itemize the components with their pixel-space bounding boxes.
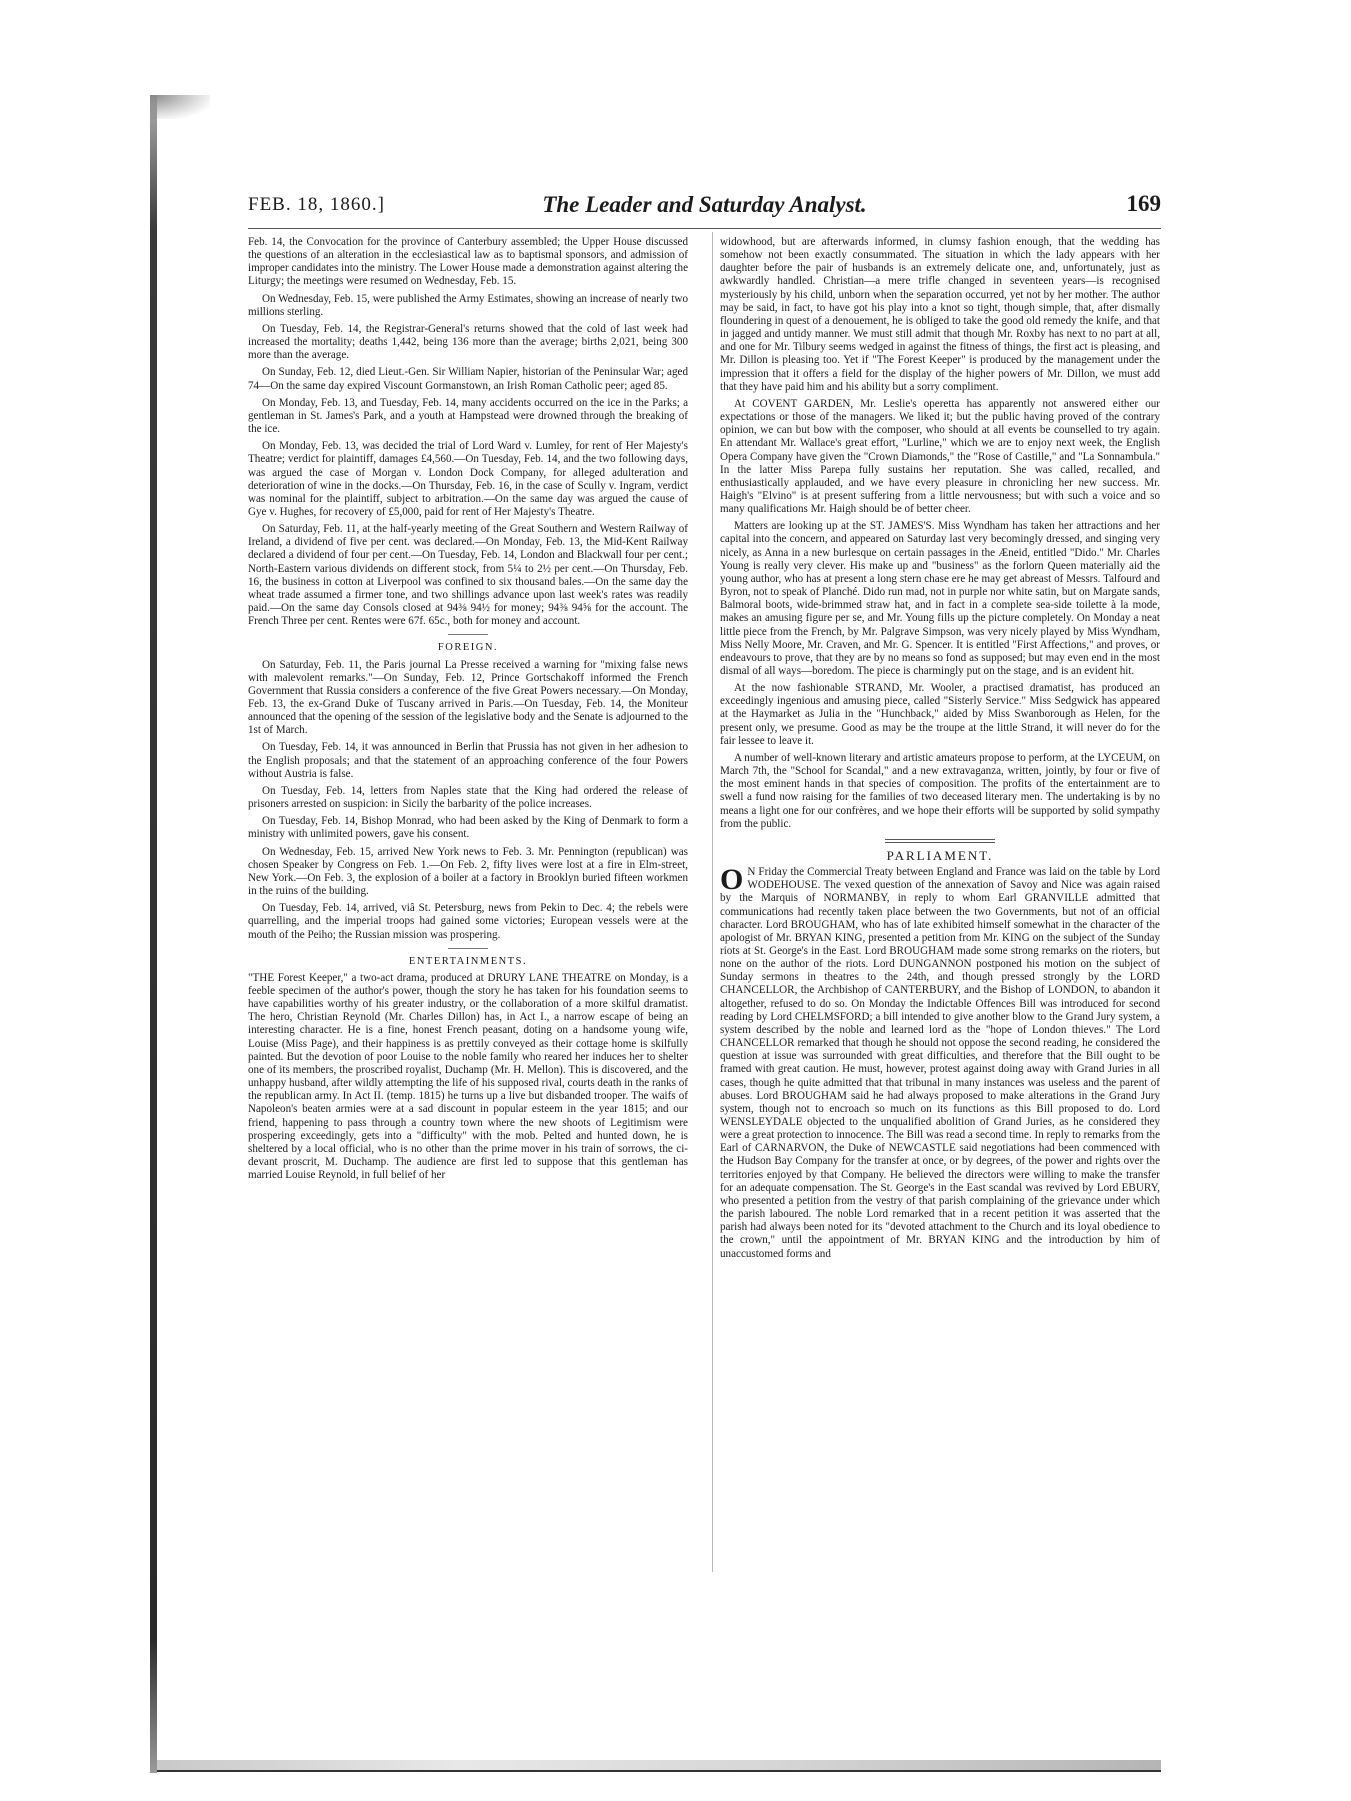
- right-column: [720, 236, 1160, 1265]
- binding-edge-shadow: [150, 95, 157, 1773]
- entertainments-paragraph: At COVENT GARDEN, Mr. Leslie's operetta has apparently not answered either our expectations or those of the managers. We liked it; but the public having proved of the contrary opinion, we can but bow with the composer, who should at all events be counselled to try again. En attendant Mr. Wallace's great effort, "Lurline," which we are to enjoy next week, the English Opera Company have given the "Crown Diamonds," the "Rose of Castille," and "La Sonnambula." In the latter Miss Parepa fully sustains her reputation. She was called, recalled, and enthusiastically applauded, and we have every pleasure in chronicling her new success. Mr. Haigh's "Elvino" is at present suffering from a little nervousness; but with such a voice and so many qualifications Mr. Haigh should be of better cheer.: [720, 397, 1160, 516]
- parliament-heading: PARLIAMENT.: [886, 847, 994, 863]
- news-paragraph: On Saturday, Feb. 11, at the half-yearly meeting of the Great Southern and Western Railway of Ireland, a dividend of five per cent. was declared.—On Monday, Feb. 13, the Mid-Kent Railway declared a dividend of four per cent.—On Tuesday, Feb. 14, London and Blackwall four per cent.; North-Eastern various dividends on different stock, from 5¼ to 2½ per cent.—On Thursday, Feb. 16, the business in cotton at Liverpool was confined to six thousand bales.—On the same day the wheat trade assumed a firmer tone, and two shillings advance upon last week's rates was readily paid.—On the same day Consols closed at 94⅜ 94½ for money; 94⅜ 94⅝ for the account. The French Three per cent. Rentes were 67f. 65c., both for money and account.: [248, 523, 688, 628]
- entertainments-paragraph: Matters are looking up at the ST. JAMES'S. Miss Wyndham has taken her attractions and her capital into the concern, and appeared on Saturday last very becomingly dressed, and singing very nicely, as Anna in a new burlesque on certain passages in the Æneid, entitled "Dido." Mr. Charles Young is really very clever. His make up and "business" as the forlorn Queen materially aid the young author, who has at present a long stern chase ere he may get abreast of Messrs. Talfourd and Byron, not to speak of Planché. Dido run mad, not in purple nor white satin, but on Margate sands, Balmoral boots, wide-brimmed straw hat, and in fact in a complete sea-side toilette à la mode, makes an amusing figure per se, and Mr. Young fills up the picture completely. On Monday a neat little piece from the French, by Mr. Palgrave Simpson, was very nicely played by Miss Wyndham, Miss Nelly Moore, Mr. Craven, and Mr. G. Spencer. It is entitled "First Affections," and proves, or endeavours to prove, that they are by no means so fond as supposed; but may even end in the most dismal of all ways—boredom. The piece is charmingly put on the stage, and is an evident hit.: [720, 520, 1160, 677]
- news-paragraph: On Wednesday, Feb. 15, were published the Army Estimates, showing an increase of nearly two millions sterling.: [248, 292, 688, 318]
- publication-title: The Leader and Saturday Analyst.: [542, 192, 867, 217]
- header-rule: [248, 228, 1161, 229]
- page-number: 169: [1126, 191, 1161, 216]
- news-paragraph: On Monday, Feb. 13, was decided the trial of Lord Ward v. Lumley, for rent of Her Majesty's Theatre; verdict for plaintiff, damages £4,560.—On Tuesday, Feb. 14, and the two following days, was argued the case of Morgan v. London Dock Company, for alleged adulteration and deterioration of wine in the docks.—On Thursday, Feb. 16, in the case of Scully v. Ingram, verdict was nominal for the plaintiff, subject to arbitration.—On the same day was argued the cause of Gye v. Hughes, for recovery of £5,000, paid for rent of Her Majesty's Theatre.: [248, 440, 688, 518]
- drop-cap: O: [720, 863, 744, 897]
- news-paragraph: On Sunday, Feb. 12, died Lieut.-Gen. Sir William Napier, historian of the Peninsular War; aged 74—On the same day expired Viscount Gormanstown, an Irish Roman Catholic peer; aged 85.: [248, 366, 688, 392]
- foreign-paragraph: On Tuesday, Feb. 14, Bishop Monrad, who had been asked by the King of Denmark to form a ministry with unlimited powers, gave his consent.: [248, 815, 688, 841]
- column-divider: [712, 232, 713, 1572]
- header-date: FEB. 18, 1860.]: [248, 194, 385, 215]
- news-paragraph: On Monday, Feb. 13, and Tuesday, Feb. 14, many accidents occurred on the ice in the Parks; a gentleman in St. James's Park, and a youth at Hampstead were drowned through the breaking of the ice.: [248, 396, 688, 436]
- foreign-paragraph: On Saturday, Feb. 11, the Paris journal La Presse received a warning for "mixing false news with malevolent remarks."—On Sunday, Feb. 12, Prince Gortschakoff informed the French Government that Russia considers a conference of the five Great Powers necessary.—On Monday, Feb. 13, the ex-Grand Duke of Tuscany arrived in Paris.—On Tuesday, Feb. 14, the Moniteur announced that the opening of the session of the legislative body and the Senate is adjourned to the 1st of March.: [248, 658, 688, 737]
- foreign-heading: FOREIGN.: [437, 642, 499, 654]
- section-rule: [448, 634, 488, 635]
- parliament-paragraph: [720, 863, 1160, 1261]
- bottom-rule: [157, 1770, 1161, 1772]
- section-rule: [448, 948, 488, 949]
- left-column: [248, 236, 688, 1186]
- section-double-rule: [885, 839, 995, 843]
- page-header: [248, 191, 1161, 224]
- foreign-paragraph: On Wednesday, Feb. 15, arrived New York news to Feb. 3. Mr. Pennington (republican) was chosen Speaker by Congress on Feb. 1.—On Feb. 2, fifty lives were lost at a fire in Elm-street, New York.—On Feb. 3, the explosion of a boiler at a factory in Brooklyn buried fifteen workmen in the ruins of the building.: [248, 845, 688, 898]
- foreign-paragraph: On Tuesday, Feb. 14, letters from Naples state that the King had ordered the release of prisoners arrested on suspicion: in Sicily the barbarity of the police increases.: [248, 784, 688, 811]
- entertainments-paragraph: widowhood, but are afterwards informed, in clumsy fashion enough, that the wedding has somehow not been exactly consummated. The situation in which the lady appears with her daughter before the pair of husbands is an extremely delicate one, and, unfortunately, just as awkwardly handled. Christian—a mere trifle changed in seventeen years—is recognised mysteriously by his child, unborn when the separation occurred, yet not by her mother. The author may be said, in fact, to have got his play into a knot so tight, though simple, that, after dismally floundering in quest of a denouement, he is obliged to take the good old remedy the knife, and that in jagged and untidy manner. We must still admit that though Mr. Roxby has next to no part at all, and one for Mr. Tilbury seems wedged in against the fitness of things, the first act is pleasing, and Mr. Dillon is pleasing too. Yet if "The Forest Keeper" is produced by the management under the impression that it offers a field for the display of the higher powers of Mr. Dillon, we must add that they have paid him and his ability but a sorry compliment.: [720, 236, 1160, 393]
- entertainments-paragraph: "THE Forest Keeper," a two-act drama, produced at DRURY LANE THEATRE on Monday, is a feeble specimen of the author's power, though the story he has taken for his foundation seems to have capabilities worthy of his greater industry, or the collaboration of a more skilful dramatist. The hero, Christian Reynold (Mr. Charles Dillon) has, in Act I., a narrow escape of being an interesting character. He is a fine, honest French peasant, doting on a handsome young wife, Louise (Miss Page), and their happiness is as prettily conveyed as their cottage home is skilfully painted. But the devotion of poor Louise to the noble family who reared her induces her to shelter one of its members, the proscribed royalist, Duchamp (Mr. H. Mellon). This is discovered, and the unhappy husband, after wildly attempting the life of his supposed rival, courts death in the ranks of the republican army. In Act II. (temp. 1815) he turns up a live but disbanded trooper. The waifs of Napoleon's beaten armies were at a sad discount in popular esteem in the year 1815; and our friend, happening to pass through a country town where the new shoots of Legitimism were prospering exceedingly, gets into a "difficulty" with the mob. Pelted and hunted down, he is sheltered by a local official, who is no other than the prime mover in his train of sorrows, the ci-devant proscrit, M. Duchamp. The audience are first led to suppose that this gentleman has married Louise Reynold, in full belief of her: [248, 971, 688, 1182]
- entertainments-paragraph: A number of well-known literary and artistic amateurs propose to perform, at the LYCEUM, on March 7th, the "School for Scandal," and a new extravaganza, written, jointly, by four or five of the most eminent hands in that species of composition. The profits of the entertainment are to swell a fund now raising for the families of two deceased literary men. The undertaking is by no means a light one for our confrères, and we hope their efforts will be supported by solid sympathy from the public.: [720, 751, 1160, 830]
- parliament-text: N Friday the Commercial Treaty between England and France was laid on the table by Lord WODEHOUSE. The vexed question of the annexation of Savoy and Nice was again raised by the Marquis of NORMANBY, in reply to whom Earl GRANVILLE admitted that communications had recently taken place between the two Governments, but not of an official character. Lord BROUGHAM, who has of late exhibited himself somewhat in the character of the apologist of Mr. BRYAN KING, presented a petition from Mr. KING on the subject of the Sunday riots at St. George's in the East. Lord BROUGHAM made some strong remarks on the rioters, but none on the author of the riots. Lord DUNGANNON postponed his motion on the subject of Sunday sermons in theatres to the 24th, and though pressed strongly by the LORD CHANCELLOR, the Archbishop of CANTERBURY, and the Bishop of LONDON, to abandon it altogether, refused to do so. On Monday the Indictable Offences Bill was introduced for second reading by Lord CHELMSFORD; a bill intended to give another blow to the Grand Jury system, a system described by the noble and learned lord as the "hope of London thieves." The Lord CHANCELLOR remarked that though he should not oppose the second reading, he considered the question at issue was surrounded with great difficulties, and therefore that the Bill ought to be framed with great caution. He must, however, protest against doing away with Grand Juries in all cases, though he quite admitted that that tribunal in many instances was useless and the parent of abuses. Lord BROUGHAM said he had always proposed to make alterations in the Grand Jury system, though not to encroach so much on its functions as this Bill proposed to do. Lord WENSLEYDALE objected to the unqualified abolition of Grand Juries, as he considered they were a great protection to innocence. The Bill was read a second time. In reply to remarks from the Earl of CARNARVON, the Duke of NEWCASTLE said negotiations had been commenced with the Hudson Bay Company for the transfer at once, or by degrees, of the power and rights over the territories enjoyed by that Company. He believed the directors were willing to make the transfer for an adequate compensation. The St. George's in the East scandal was revived by Lord EBURY, who presented a petition from the vestry of that parish complaining of the grievance under which the parish laboured. The noble Lord remarked that in a recent petition it was asserted that the parish had always been noted for its "devoted attachment to the Church and its loyal obedience to the crown," until the appointment of Mr. BRYAN KING and the introduction by him of unaccustomed forms and: [720, 866, 1160, 1260]
- foreign-paragraph: On Tuesday, Feb. 14, arrived, viâ St. Petersburg, news from Pekin to Dec. 4; the rebels were quarrelling, and the imperial troops had gained some victories; European vessels were at the mouth of the Peiho; the Russian mission was prospering.: [248, 902, 688, 941]
- entertainments-paragraph: At the now fashionable STRAND, Mr. Wooler, a practised dramatist, has produced an exceedingly ingenious and amusing piece, called "Sisterly Service." Miss Sedgwick has appeared at the Haymarket as Julia in the "Hunchback," aided by Miss Swanborough as Helen, for the present only, we presume. Good as may be the troupe at the little Strand, it will never do for the fair lessee to leave it.: [720, 682, 1160, 747]
- news-paragraph: On Tuesday, Feb. 14, the Registrar-General's returns showed that the cold of last week had increased the mortality; deaths 1,442, being 136 more than the average; births 2,021, being 300 more than the average.: [248, 322, 688, 362]
- news-paragraph: Feb. 14, the Convocation for the province of Canterbury assembled; the Upper House discussed the questions of an alteration in the ecclesiastical law as to baptismal sponsors, and admission of improper candidates into the ministry. The Lower House made a demonstration against altering the Liturgy; the meetings were resumed on Wednesday, Feb. 15.: [248, 236, 688, 288]
- foreign-paragraph: On Tuesday, Feb. 14, it was announced in Berlin that Prussia has not given in her adhesion to the English proposals; and that the statement of an approaching conference of the four Powers without Austria is false.: [248, 741, 688, 780]
- scan-corner-smudge: [150, 95, 210, 119]
- entertainments-heading: ENTERTAINMENTS.: [408, 955, 528, 967]
